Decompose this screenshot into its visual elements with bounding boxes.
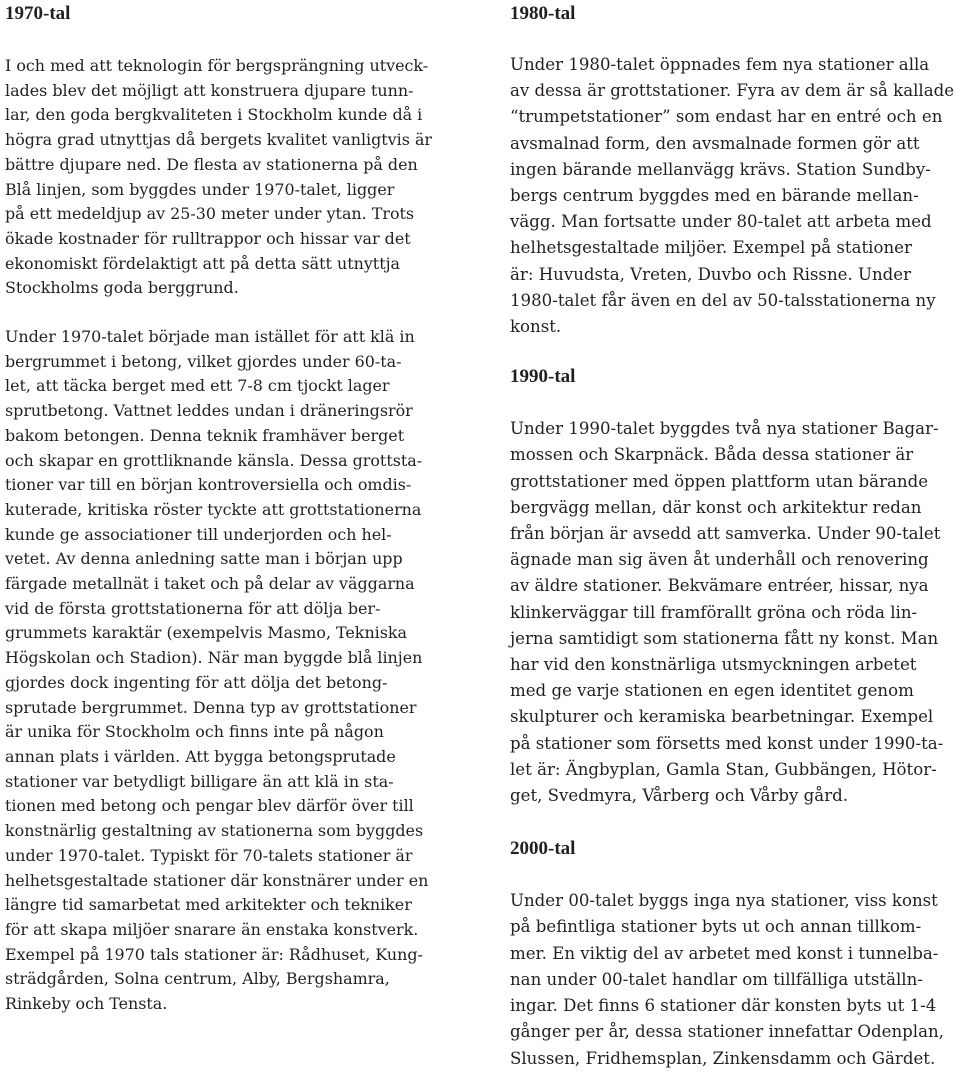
text-line: helhetsgestaltade stationer där konstnärer under en [5, 870, 429, 890]
text-line: på befintliga stationer byts ut och annan tillkom- [510, 917, 922, 937]
text-line: och skapar en grottliknande känsla. Dessa grottsta- [5, 450, 423, 470]
text-line: kunde ge associationer till underjorden och hel- [5, 524, 392, 544]
text-line: av dessa är grottstationer. Fyra av dem är så kallade [510, 81, 955, 101]
text-line: konstnärlig gestaltning av stationerna som byggdes [5, 821, 424, 841]
text-line: vid de första grottstationerna för att dölja ber- [5, 598, 381, 618]
text-line: högra grad utnyttjas då bergets kvalitet vanligtvis är [5, 130, 433, 150]
text-line: bergvägg mellan, där konst och arkitektur redan [510, 497, 922, 517]
heading-1980: 1980-tal [510, 3, 576, 24]
text-line: är: Huvudsta, Vreten, Duvbo och Rissne. Under [510, 264, 912, 284]
right-column [510, 0, 956, 1072]
text-line: Högskolan och Stadion). När man byggde blå linjen [5, 648, 423, 668]
text-line: let är: Ängbyplan, Gamla Stan, Gubbängen, Hötor- [510, 759, 937, 779]
text-line: har vid den konstnärliga utsmyckningen arbetet [510, 655, 917, 675]
text-line: skulpturer och keramiska bearbetningar. Exempel [510, 707, 934, 727]
text-line: lades blev det möjligt att konstruera djupare tunn- [5, 80, 414, 100]
text-line: längre tid samarbetat med arkitekter och tekniker [5, 895, 412, 915]
text-line: 1980-talet får även en del av 50-talsstationerna ny [510, 290, 936, 310]
text-line: bergs centrum byggdes med en bärande mellan- [510, 186, 919, 206]
text-line: Under 1990-talet byggdes två nya stationer Bagar- [510, 419, 939, 439]
text-line: konst. [510, 317, 562, 337]
text-line: Under 1980-talet öppnades fem nya stationer alla [510, 55, 930, 74]
text-line: annan plats i världen. Att bygga betongsprutade [5, 746, 396, 766]
paragraph-1970-intro [5, 54, 457, 301]
text-line: bakom betongen. Denna teknik framhäver berget [5, 425, 405, 445]
text-line: av äldre stationer. Bekvämare entréer, hissar, nya [510, 576, 929, 596]
text-line: I och med att teknologin för bergsprängning utveck- [5, 56, 429, 75]
text-line: ekonomiskt fördelaktigt att på detta sätt utnyttja [5, 253, 400, 273]
text-line: get, Svedmyra, Vårberg och Vårby gård. [510, 786, 849, 806]
text-line: mer. En viktig del av arbetet med konst i tunnelba- [510, 943, 939, 963]
text-line: stationer var betydligt billigare än att klä in sta- [5, 771, 394, 791]
text-line: klinkerväggar till framförallt gröna och röda lin- [510, 602, 918, 622]
text-line: nan under 00-talet handlar om tillfälliga utställn- [510, 969, 923, 989]
text-line: på stationer som försetts med konst under 1990-ta- [510, 733, 944, 753]
text-line: Under 00-talet byggs inga nya stationer, viss konst [510, 891, 938, 911]
text-line: Stockholms goda berggrund. [5, 278, 239, 298]
text-line: strädgården, Solna centrum, Alby, Bergshamra, [5, 969, 390, 989]
text-line: ingar. Det finns 6 stationer där konsten byts ut 1-4 [510, 996, 937, 1016]
paragraph-1980 [510, 52, 956, 340]
text-line: bergrummet i betong, vilket gjordes under 60-ta- [5, 351, 402, 371]
text-line: vetet. Av denna anledning satte man i början upp [5, 549, 403, 569]
text-line: är unika för Stockholm och finns inte på någon [5, 722, 384, 742]
text-line: ingen bärande mellanvägg krävs. Station Sundby- [510, 159, 931, 179]
text-line: avsmalnad form, den avsmalnade formen gör att [510, 133, 920, 153]
text-line: kuterade, kritiska röster tyckte att grottstationerna [5, 499, 422, 519]
text-line: för att skapa miljöer snarare än enstaka konstverk. [5, 919, 419, 939]
text-line: under 1970-talet. Typiskt för 70-talets stationer är [5, 845, 413, 865]
text-line: lar, den goda bergkvaliteten i Stockholm kunde då i [5, 105, 423, 125]
text-line: ägnade man sig även åt underhåll och renovering [510, 550, 929, 570]
text-line: jerna samtidigt som stationerna fått ny konst. Man [510, 628, 939, 648]
text-line: helhetsgestaltade miljöer. Exempel på stationer [510, 238, 912, 258]
text-line: Slussen, Fridhemsplan, Zinkensdamm och Gärdet. [510, 1048, 936, 1068]
text-line: vägg. Man fortsatte under 80-talet att arbeta med [510, 212, 932, 232]
heading-2000: 2000-tal [510, 838, 576, 860]
text-line: mossen och Skarpnäck. Båda dessa stationer är [510, 445, 914, 465]
paragraph-2000 [510, 888, 956, 1071]
text-line: “trumpetstationer” som endast har en entré och en [510, 107, 943, 127]
paragraph-1970-sprutbetong [5, 325, 457, 1017]
text-line: Under 1970-talet började man istället för att klä in [5, 327, 415, 347]
text-line: gånger per år, dessa stationer innefattar Odenplan, [510, 1022, 944, 1042]
text-line: sprutbetong. Vattnet leddes undan i dräneringsrör [5, 401, 413, 421]
text-line: Exempel på 1970 tals stationer är: Rådhuset, Kung- [5, 944, 423, 964]
text-line: färgade metallnät i taket och på delar av väggarna [5, 574, 415, 594]
left-column [5, 0, 457, 1017]
heading-1970: 1970-tal [5, 3, 71, 24]
text-line: Blå linjen, som byggdes under 1970-talet, ligger [5, 179, 395, 199]
text-line: grottstationer med öppen plattform utan bärande [510, 471, 929, 491]
text-line: tioner var till en början kontroversiella och omdis- [5, 475, 412, 495]
text-line: med ge varje stationen en egen identitet genom [510, 681, 914, 701]
text-line: let, att täcka berget med ett 7-8 cm tjockt lager [5, 376, 390, 396]
text-line: på ett medeldjup av 25-30 meter under ytan. Trots [5, 204, 415, 224]
paragraph-1990 [510, 416, 956, 809]
text-line: Rinkeby och Tensta. [5, 994, 168, 1014]
text-line: bättre djupare ned. De flesta av stationerna på den [5, 154, 418, 174]
text-line: ökade kostnader för rulltrappor och hissar var det [5, 228, 411, 248]
text-line: tionen med betong och pengar blev därför över till [5, 796, 414, 816]
text-line: gjordes dock ingenting för att dölja det betong- [5, 672, 388, 692]
text-line: från början är avsedd att samverka. Under 90-talet [510, 524, 941, 544]
text-line: grummets karaktär (exempelvis Masmo, Tekniska [5, 623, 408, 643]
text-line: sprutade bergrummet. Denna typ av grottstationer [5, 697, 417, 717]
heading-1990: 1990-tal [510, 366, 576, 388]
